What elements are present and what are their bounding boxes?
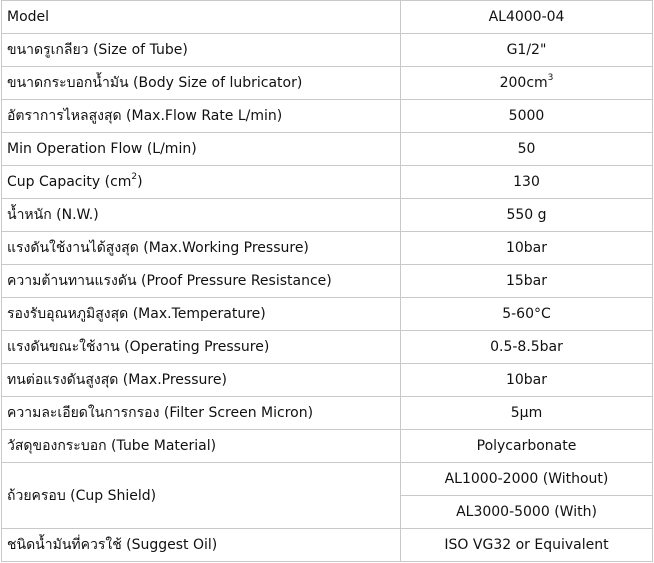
spec-label: อัตราการไหลสูงสุด (Max.Flow Rate L/min) xyxy=(2,100,401,133)
table-row xyxy=(2,100,653,133)
table-row xyxy=(2,1,653,34)
spec-label: ถ้วยครอบ (Cup Shield) xyxy=(2,463,401,529)
spec-value: 130 xyxy=(401,166,653,199)
spec-value: AL4000-04 xyxy=(401,1,653,34)
spec-label: รองรับอุณหภูมิสูงสุด (Max.Temperature) xyxy=(2,298,401,331)
table-row xyxy=(2,67,653,100)
spec-value: AL1000-2000 (Without) xyxy=(401,463,653,496)
table-row xyxy=(2,133,653,166)
value-superscript: 3 xyxy=(547,73,554,83)
spec-label: Model xyxy=(2,1,401,34)
spec-value: Polycarbonate xyxy=(401,430,653,463)
table-row xyxy=(2,232,653,265)
table-row xyxy=(2,331,653,364)
spec-value: AL3000-5000 (With) xyxy=(401,496,653,529)
spec-value: 5μm xyxy=(401,397,653,430)
label-superscript: 2 xyxy=(131,172,138,182)
spec-label: แรงดันใช้งานได้สูงสุด (Max.Working Pressure) xyxy=(2,232,401,265)
table-row xyxy=(2,199,653,232)
spec-value: 10bar xyxy=(401,364,653,397)
spec-value: 0.5-8.5bar xyxy=(401,331,653,364)
table-row xyxy=(2,34,653,67)
spec-value: 550 g xyxy=(401,199,653,232)
table-row xyxy=(2,166,653,199)
spec-value: ISO VG32 or Equivalent xyxy=(401,529,653,562)
spec-label: น้ำหนัก (N.W.) xyxy=(2,199,401,232)
spec-value: 15bar xyxy=(401,265,653,298)
spec-value xyxy=(401,67,653,100)
spec-value: G1/2" xyxy=(401,34,653,67)
spec-label: วัสดุของกระบอก (Tube Material) xyxy=(2,430,401,463)
spec-label: ทนต่อแรงดันสูงสุด (Max.Pressure) xyxy=(2,364,401,397)
spec-value: 50 xyxy=(401,133,653,166)
table-row xyxy=(2,397,653,430)
spec-label: ขนาดกระบอกน้ำมัน (Body Size of lubricator) xyxy=(2,67,401,100)
table-row xyxy=(2,529,653,562)
spec-value: 10bar xyxy=(401,232,653,265)
table-row xyxy=(2,364,653,397)
label-text: Cup Capacity (cm xyxy=(7,174,132,190)
spec-label: Min Operation Flow (L/min) xyxy=(2,133,401,166)
spec-table xyxy=(1,0,653,562)
table-row xyxy=(2,463,653,496)
spec-label xyxy=(2,166,401,199)
table-row xyxy=(2,298,653,331)
table-row xyxy=(2,265,653,298)
spec-value: 5-60°C xyxy=(401,298,653,331)
label-tail: ) xyxy=(137,174,143,190)
spec-label: แรงดันขณะใช้งาน (Operating Pressure) xyxy=(2,331,401,364)
table-row xyxy=(2,430,653,463)
spec-label: ชนิดน้ำมันที่ควรใช้ (Suggest Oil) xyxy=(2,529,401,562)
spec-value: 5000 xyxy=(401,100,653,133)
spec-label: ความละเอียดในการกรอง (Filter Screen Micron) xyxy=(2,397,401,430)
value-text: 200cm xyxy=(499,75,548,91)
spec-label: ขนาดรูเกลียว (Size of Tube) xyxy=(2,34,401,67)
spec-label: ความต้านทานแรงดัน (Proof Pressure Resistance) xyxy=(2,265,401,298)
